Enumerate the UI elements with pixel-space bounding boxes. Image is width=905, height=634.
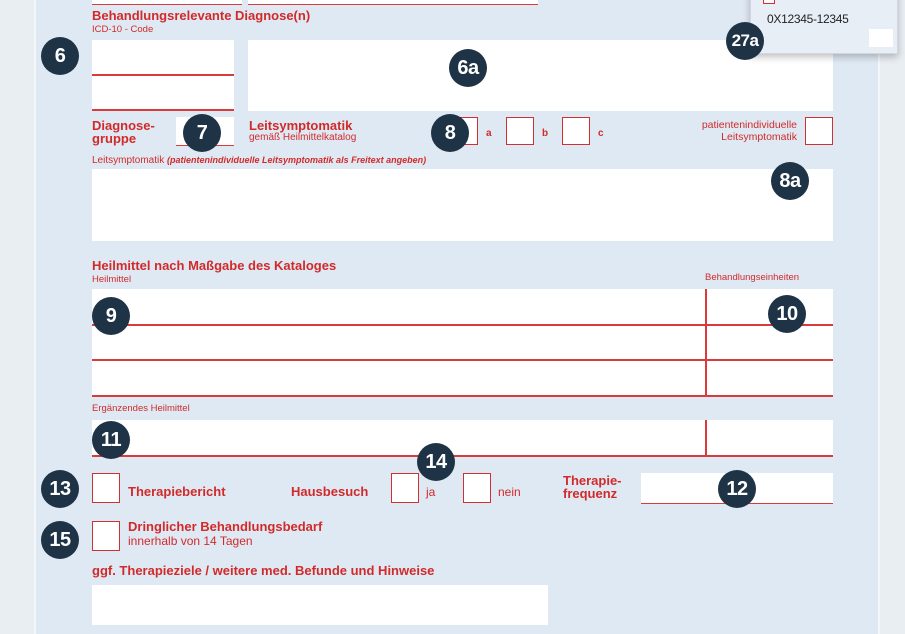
icd-code-field[interactable]: [92, 40, 234, 111]
insurance-card: [750, 0, 898, 54]
badge-14: 14: [417, 443, 455, 481]
supplementary-column-divider: [705, 420, 707, 456]
badge-6: 6: [41, 37, 79, 75]
leitsymptomatik-title: Leitsymptomatik: [249, 118, 353, 133]
dringlich-title: Dringlicher Behandlungsbedarf: [128, 519, 323, 534]
badge-9: 9: [92, 297, 130, 335]
leitsymptomatik-b-checkbox[interactable]: [506, 117, 534, 145]
icd-label: ICD-10 - Code: [92, 24, 154, 35]
hausbesuch-label: Hausbesuch: [291, 484, 369, 499]
leitsymptomatik-subtitle: gemäß Heilmittelkatalog: [249, 132, 357, 143]
freetext-label-hint: (patientenindividuelle Leitsymptomatik als Freitext angeben): [167, 155, 427, 165]
patient-id: 0X12345-12345: [767, 12, 849, 26]
card-checkbox: [763, 0, 775, 4]
leitsymptomatik-freetext-field[interactable]: [92, 169, 833, 241]
badge-15: 15: [41, 521, 79, 559]
diagnosis-group-label-1: Diagnose-: [92, 118, 155, 133]
badge-8a: 8a: [771, 162, 809, 200]
heilmittel-column-divider: [705, 289, 707, 396]
ja-label: ja: [426, 485, 436, 499]
badge-10: 10: [768, 295, 806, 333]
option-b-label: b: [542, 128, 549, 139]
heilmittel-row-line-1: [92, 324, 833, 326]
icd-bottom-line: [92, 109, 234, 111]
option-c-label: c: [598, 128, 604, 139]
nein-label: nein: [498, 485, 521, 499]
heilmittel-row-line-2: [92, 359, 833, 361]
heilmittel-table[interactable]: [92, 289, 833, 396]
top-field-1[interactable]: [92, 0, 242, 5]
heilmittel-column-label: Heilmittel: [92, 274, 132, 285]
option-a-label: a: [486, 128, 492, 139]
badge-12: 12: [718, 470, 756, 508]
badge-27a: 27a: [726, 22, 764, 60]
freetext-label-main: Leitsymptomatik: [92, 155, 165, 166]
supplementary-label: Ergänzendes Heilmittel: [92, 403, 190, 414]
freetext-label: [92, 156, 426, 167]
card-field: [869, 29, 893, 47]
therapieziele-field[interactable]: [92, 585, 548, 625]
hausbesuch-ja-checkbox[interactable]: [391, 473, 419, 503]
therapiebericht-checkbox[interactable]: [92, 473, 120, 503]
supplementary-heilmittel-field[interactable]: [92, 420, 833, 456]
individual-label-1: patientenindividuelle: [701, 119, 797, 131]
individual-checkbox[interactable]: [805, 117, 833, 145]
heilmittel-title: Heilmittel nach Maßgabe des Kataloges: [92, 258, 337, 273]
icd-divider: [92, 74, 234, 76]
frequenz-label-1: Therapie-: [563, 473, 622, 488]
badge-6a: 6a: [449, 49, 487, 87]
badge-11: 11: [92, 421, 130, 459]
therapiebericht-label: Therapiebericht: [128, 484, 226, 499]
hausbesuch-nein-checkbox[interactable]: [463, 473, 491, 503]
dringlich-subtitle: innerhalb von 14 Tagen: [128, 534, 253, 548]
badge-7: 7: [183, 114, 221, 152]
dringlich-checkbox[interactable]: [92, 521, 120, 551]
frequenz-label-2: frequenz: [563, 486, 618, 501]
badge-8: 8: [431, 114, 469, 152]
diagnosis-title: Behandlungsrelevante Diagnose(n): [92, 8, 311, 23]
heilmittel-row-line-3: [92, 395, 833, 397]
units-label: Behandlungseinheiten: [705, 272, 800, 283]
leitsymptomatik-c-checkbox[interactable]: [562, 117, 590, 145]
supplementary-bottom-line: [92, 455, 833, 457]
therapieziele-title: ggf. Therapieziele / weitere med. Befunde und Hinweise: [92, 563, 435, 578]
individual-label-2: Leitsymptomatik: [721, 131, 797, 143]
diagnosis-group-label-2: gruppe: [92, 131, 137, 146]
top-field-2[interactable]: [248, 0, 538, 5]
badge-13: 13: [41, 470, 79, 508]
